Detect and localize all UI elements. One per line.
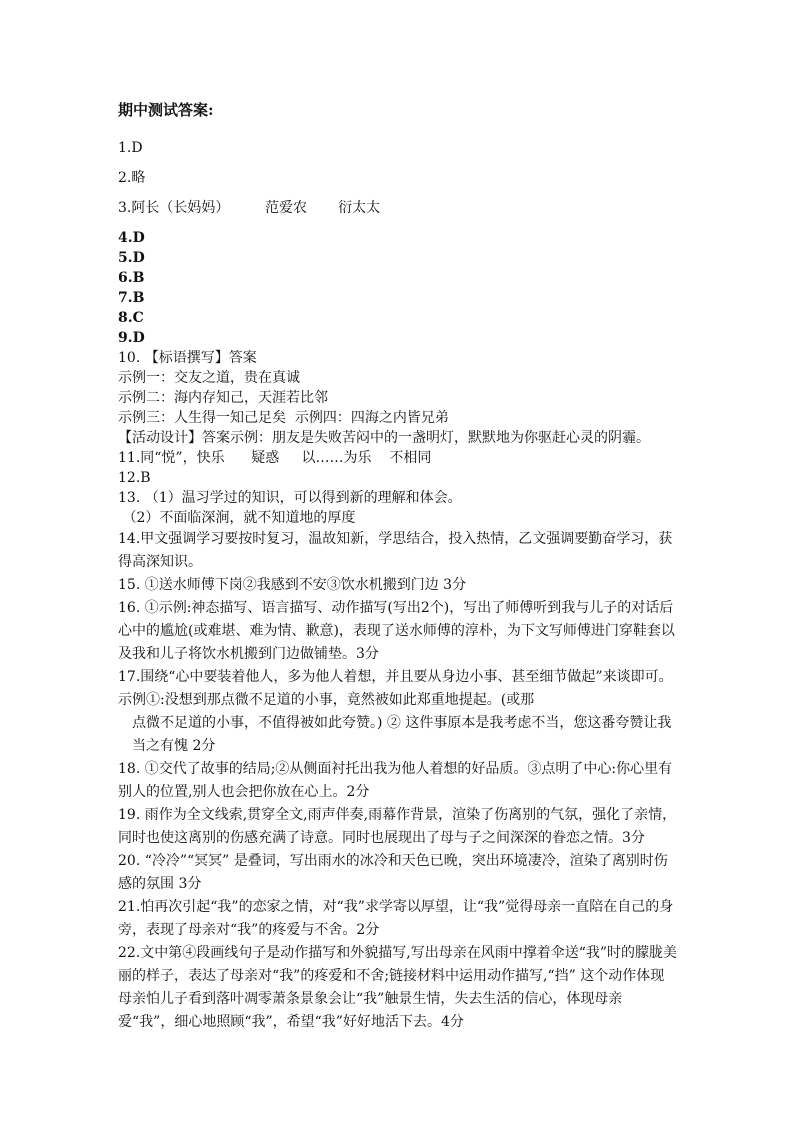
answer-15: 15. ①送水师傅下岗②我感到不安③饮水机搬到门边 3分 [118,577,467,593]
answer-10-heading: 10. 【标语撰写】答案 [118,350,257,366]
answer-7: 7.B [118,290,145,306]
answer-17: 17.围绕“心中要装着他人，多为他人着想，并且要从身边小事、甚至细节做起”来谈即可。示例①:没想到那点微不足道的小事，竟然被如此郑重地提起。(或那 [118,669,673,708]
answer-1: 1.D [118,140,143,156]
answer-22: 22.文中第④段画线句子是动作描写和外貌描写,写出母亲在风雨中撑着伞送“我”时的朦胧美丽的样子，表达了母亲对“我”的疼爱和不舍;链接材料中运用动作描写,“挡” 这个动作体现母亲怕儿子看到落叶凋零萧条景象会让“我”触景生情，失去生活的信心，体现母亲爱“我”，细心地照顾“我”，希望“我”好好地活下去。4分 [118,945,678,1030]
answer-11: 11.同“悦”，快乐 疑惑 以……为乐 不相同 [118,450,432,466]
answer-21: 21.怕再次引起“我”的恋家之情，对“我”求学寄以厚望，让“我”觉得母亲一直陪在自己的身旁，表现了母亲对“我”的疼爱与不舍。2分 [118,899,674,938]
answer-13-part-1: 13. （1）温习学过的知识，可以得到新的理解和体会。 [118,490,462,506]
answer-17-continued: 点微不足道的小事，不值得被如此夸赞。) ② 这件事原本是我考虑不当，您这番夸赞让我当之有愧 2分 [132,715,672,754]
answer-10-activity: 【活动设计】答案示例：朋友是失败苦闷中的一盏明灯，默默地为你驱赶心灵的阴霾。 [118,430,650,446]
answer-9: 9.D [118,330,145,346]
answer-12: 12.B [118,470,151,486]
answer-5: 5.D [118,250,145,266]
answer-16: 16. ①示例:神态描写、语言描写、动作描写(写出2个)，写出了师傅听到我与儿子的对话后心中的尴尬(或难堪、难为情、歉意)，表现了送水师傅的淳朴，为下文写师傅进门穿鞋套以及我和儿子将饮水机搬到门边做铺垫。3分 [118,600,675,662]
answer-13-part-2: （2）不面临深涧，就不知道地的厚度 [118,510,356,526]
answer-10-example-3: 示例三：人生得一知己足矣 示例四：四海之内皆兄弟 [118,410,449,426]
answer-8: 8.C [118,310,144,326]
answer-4: 4.D [118,230,145,246]
answer-18: 18. ①交代了故事的结局;②从侧面衬托出我为他人着想的好品质。③点明了中心:你心里有别人的位置,别人也会把你放在心上。2分 [118,761,673,800]
answer-3: 3.阿长（长妈妈） 范爱农 衍太太 [118,200,381,216]
answer-14: 14.甲文强调学习要按时复习，温故知新，学思结合，投入热情，乙文强调要勤奋学习，获得高深知识。 [118,531,673,570]
answer-sheet [118,100,678,1034]
answer-10-example-2: 示例二：海内存知己，天涯若比邻 [118,390,328,406]
answer-6: 6.B [118,270,145,286]
answer-19: 19. 雨作为全文线索,贯穿全文,雨声伴奏,雨幕作背景，渲染了伤离别的气氛，强化了亲情，同时也使这离别的伤感充满了诗意。同时也展现出了母与子之间深深的眷恋之情。3分 [118,807,677,846]
answer-20: 20. “冷冷”“冥冥” 是叠词，写出雨水的冰冷和天色已晚，突出环境凄冷，渲染了离别时伤感的氛围 3分 [118,853,668,892]
answer-10-example-1: 示例一：交友之道，贵在真诚 [118,370,300,386]
page-title: 期中测试答案: [118,101,214,119]
answer-2: 2.略 [118,170,146,186]
